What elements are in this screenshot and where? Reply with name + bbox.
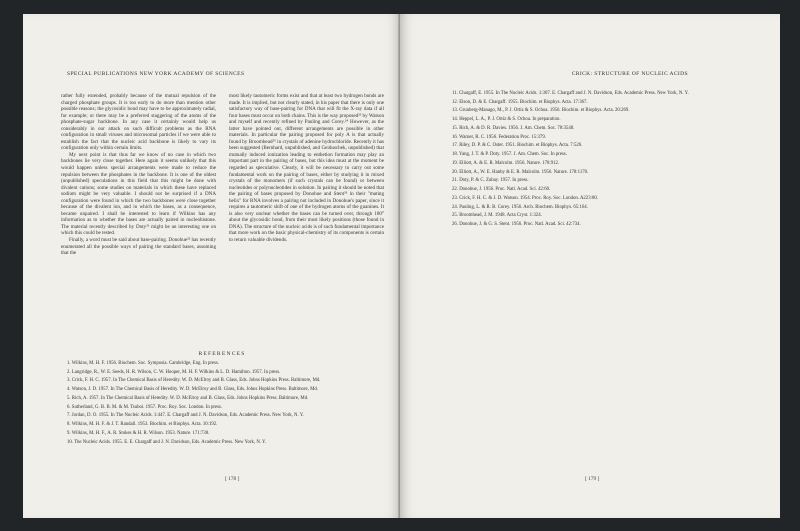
- reference-item: 6. Sutherland, G. B. B. M. & M. Tsuboi. 1957. Proc. Roy. Soc. London. In press.: [67, 404, 223, 410]
- reference-item: 9. Wilkins, M. H. F., A. R. Stokes & H. R. Wilson. 1953. Nature. 171:738.: [67, 430, 210, 436]
- reference-item: 11. Chargaff, E. 1955. In The Nucleic Acids. 1:307. E. Chargaff and J. N. Davidson, Eds. Academic Press. New York, N. Y.: [452, 91, 689, 96]
- running-head-left: SPECIAL PUBLICATIONS NEW YORK ACADEMY OF SCIENCES: [67, 71, 245, 77]
- reference-item: 15. Rich, A. & D. R. Davies. 1956. J. Am. Chem. Soc. 78:3548.: [452, 125, 575, 131]
- reference-item: 23. Crick, F. H. C. & J. D. Watson. 1954. Proc. Roy. Soc. London. A223:80.: [452, 195, 598, 201]
- reference-item: 17. Riley, D. P. & C. Oster. 1951. Biochim. et Biophys. Acta. 7:526.: [452, 143, 583, 149]
- paragraph: My next point is that thus far we know of no case in which two backbones lie very close together. Here again it seems unlikely that this would happen unless special arrangements were made to reduce the repulsion between the phosphates in the backbone. It is one of the oldest (unpublished) speculations in this field that this might be done with divalent cations; some studies on materials in which these have replaced sodium might be very valuable. I should not be surprised if a DNA configuration were found in which the two backbones were close together because of the divalent ion, and in which the bases, as a consequence, became unpaired. I shall be interested to learn if Wilkins has any information as to whether the bases are actually paired in nucleohistone. The material recently described by Doty²¹ might be an interesting one on which this could be tested.: [61, 151, 216, 237]
- reference-item: 14. Heppel, L. A., P. J. Ortiz & S. Ochoa. In preparation.: [452, 117, 561, 123]
- references-heading: REFERENCES: [198, 351, 246, 357]
- running-head-right: CRICK: STRUCTURE OF NUCLEIC ACIDS: [571, 71, 688, 77]
- paragraph: rather fully extended, probably because of the mutual repulsion of the charged phosphate groups. It is too early to do more than mention other possible reasons; the glycosidic bond may have to be approximately radial, for example; or there may be a preferred staggering of the atoms of the phosphate-sugar backbone. In any case it certainly would help us considerably in our attack on such difficult problems as the RNA configuration in small viruses and microsomal particles if we were able to establish the fact that the nucleic acid backbone is likely to vary its configuration only within certain limits.: [61, 93, 216, 152]
- reference-item: 3. Crick, F. H. C. 1957. In The Chemical Basis of Heredity. W. D. McElroy and B. Glass, Eds. Johns Hopkins Press. Baltimore, Md.: [67, 378, 321, 384]
- paragraph: most likely tautomeric forms exist and that at least two hydrogen bonds are made. It is implied, but not clearly stated, in his paper that there is only one satisfactory way of base-pairing for DNA that will fit the X-ray data if all four bases must occur on both chains. This is the way proposed²³ by Watson and myself and recently refined by Pauling and Corey.²⁴ However, as the latter have pointed out, different arrangements are possible in other materials. In particular the pairing proposed for poly A is that actually found by Broomhead²⁵ in crystals of adenine hydrochloride. Recently it has been suggested (Bernhard, unpublished, and Geiduschek, unpublished) that mutually induced ionization leading to enthetion formation may play an important part in the pairing of bases, but this idea must at the moment be regarded as speculative. Clearly, it will be necessary to carry out some fundamental work on the pairing of bases, either by studying it in mixed crystals of the monomers (if such crystals can be found) or between nucleotides or polynucleotides in solution. In pairing it should be noted that the pairing of bases proposed by Donohue and Stent²⁶ in their "mating helix" for RNA involves a pairing not included in Donohue's paper, since it requires a tautomeric shift of one of the hydrogen atoms of the guanines. It is also very unclear whether the bases can be turned over, through 180° about the glycosidic bond, from their most likely positions (those found in DNA). The structure of the nucleic acids is of such fundamental importance that more work on the basic physical-chemistry of its components is certain to return valuable dividends.: [229, 93, 384, 244]
- reference-item: 2. Langridge, R., W. E. Seeds, H. R. Wilson, C. W. Hooper, M. H. F. Wilkins & L. D. Hamilton. 1957. In press.: [67, 369, 281, 375]
- reference-item: 10. The Nucleic Acids. 1955. E. E. Chargaff and J. N. Davidson, Eds. Academic Press. New York, N. Y.: [67, 439, 267, 445]
- reference-item: 25. Broomhead, J. M. 1948. Acta Cryst. 1:324.: [452, 213, 542, 219]
- left-page: [23, 14, 400, 518]
- reference-list-right: [452, 91, 742, 231]
- reference-list-left: [67, 361, 383, 448]
- page-number-left: [ 178 ]: [225, 476, 240, 482]
- reference-item: 18. Yang, J. T. & P. Doty. 1957. J. Am. Chem. Soc. In press.: [452, 152, 567, 158]
- reference-item: 22. Donohue, J. 1956. Proc. Natl. Acad. Sci. 42:60.: [452, 187, 551, 193]
- reference-item: 5. Rich, A. 1957. In The Chemical Basis of Heredity. W. D. McElroy and B. Glass, Eds. Johns Hopkins Press. Baltimore, Md.: [67, 395, 309, 401]
- text-column-right: [229, 93, 384, 244]
- reference-item: 13. Grunberg-Manago, M., P. J. Ortiz & S. Ochoa. 1956. Biochim. et Biophys. Acta. 20:269.: [452, 108, 630, 114]
- page-number-right: [ 179 ]: [585, 476, 600, 482]
- reference-item: 4. Watson, J. D. 1957. In The Chemical Basis of Heredity. W. D. McElroy and B. Glass, Eds. Johns Hopkins Press. Baltimore, Md.: [67, 387, 318, 393]
- reference-item: 7. Jordan, D. O. 1955. In The Nucleic Acids. 1:447. E. Chargaff and J. N. Davidson, Eds. Academic Press. New York, N. Y.: [67, 413, 304, 419]
- reference-item: 16. Warner, R. C. 1956. Federation Proc. 15:379.: [452, 134, 546, 140]
- reference-item: 8. Wilkins, M. H. F. & J. T. Randall. 1953. Biochim. et Biophys. Acta. 10:192.: [67, 422, 218, 428]
- reference-item: 26. Donohue, J. & G. S. Stent. 1956. Proc. Natl. Acad. Sci. 42:734.: [452, 222, 581, 228]
- reference-item: 20. Elliott, A., W. E. Hanby & E. R. Malcolm. 1956. Nature. 178:1170.: [452, 169, 589, 175]
- reference-item: 21. Doty, P. & C. Zubay. 1957. In press.: [452, 178, 529, 184]
- right-page: [400, 14, 780, 518]
- paragraph: Finally, a word must be said about base-pairing. Donohue²² has recently enumerated all the possible ways of pairing the standard bases, assuming that the: [61, 237, 216, 257]
- reference-item: 24. Pauling, L. & R. B. Corey. 1956. Arch. Biochem. Biophys. 65:164.: [452, 204, 588, 210]
- reference-item: 19. Elliott, A. & E. R. Malcolm. 1956. Nature. 178:912.: [452, 160, 560, 166]
- reference-item: 1. Wilkins, M. H. F. 1956. Biochem. Soc. Symposia. Cambridge, Eng. In press.: [67, 361, 220, 366]
- text-column-left: [61, 93, 216, 257]
- reference-item: 12. Elson, D. & E. Chargaff. 1955. Biochim. et Biophys. Acta. 17:367.: [452, 99, 588, 105]
